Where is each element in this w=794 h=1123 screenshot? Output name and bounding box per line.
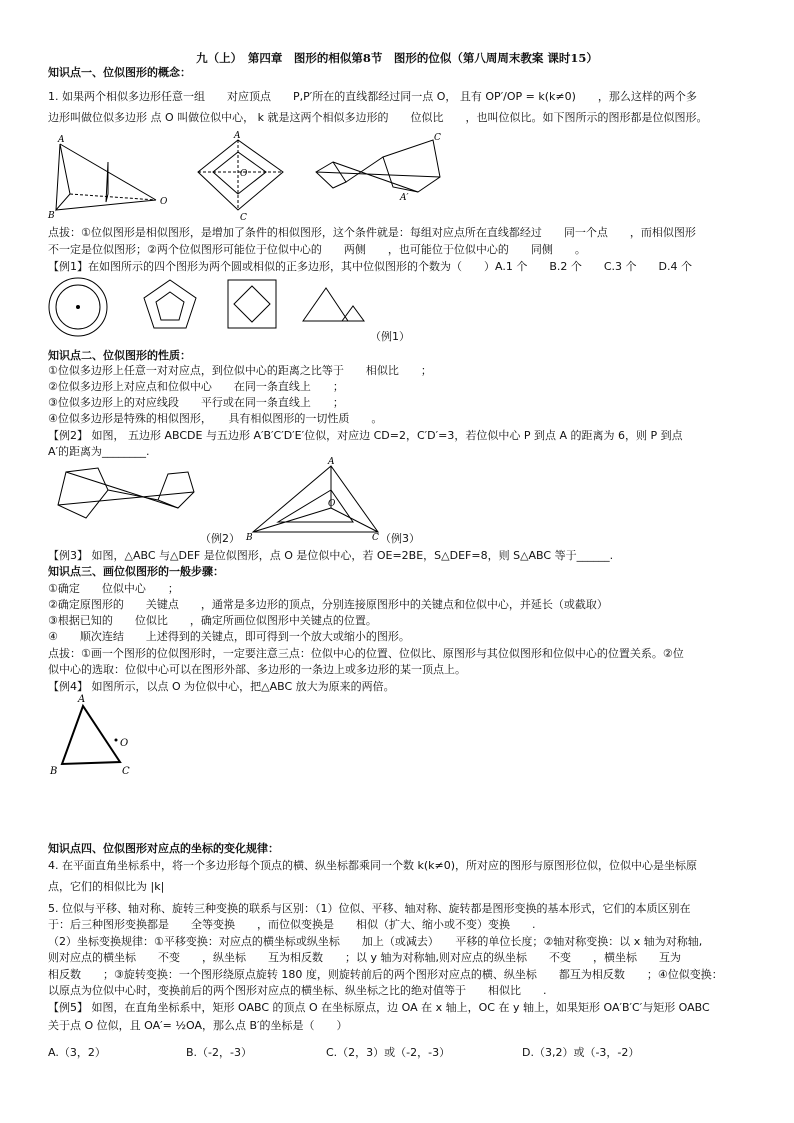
s1-tip-1: 点拔：①位似图形是相似图形，是增加了条件的相似图形，这个条件就是：每组对应点所在直线都经过 同一个点 ，而相似图形 — [48, 226, 696, 239]
section-4-heading: 知识点四、位似图形对应点的坐标的变化规律： — [48, 842, 279, 855]
example-2-line-1: 【例2】 如图， 五边形 ABCDE 与五边形 A′B′C′D′E′位似，对应边 CD=2，C′D′=3，若位似中心 P 到点 A 的距离为 6，则 P 到点 — [48, 429, 683, 442]
svg-text:A: A — [78, 694, 86, 705]
item-4-line-2: 点，它们的相似比为 |k| — [48, 880, 165, 893]
svg-text:O: O — [328, 499, 336, 509]
example-1: 【例1】在如图所示的四个图形为两个圆或相似的正多边形，其中位似图形的个数为（ ）A.1 个 B.2 个 C.3 个 D.4 个 — [48, 260, 692, 273]
example-4-figure — [48, 692, 168, 782]
svg-text:B: B — [50, 766, 58, 777]
section-2-heading: 知识点二、位似图形的性质： — [48, 349, 191, 362]
svg-text:C: C — [122, 766, 130, 777]
svg-text:C: C — [240, 213, 247, 223]
option-a: A.（3，2） — [48, 1046, 106, 1059]
example-2-line-2: A′的距离为________. — [48, 445, 150, 458]
item-4-line-1: 4. 在平面直角坐标系中，将一个多边形每个顶点的横、纵坐标都乘同一个数 k(k≠0)，所对应的图形与原图形位似，位似中心是坐标原 — [48, 859, 698, 872]
s3-tip-1: 点拔：①画一个图形的位似图形时，一定要注意三点：位似中心的位置、位似比、原图形与其位似图形和位似中心的位置关系。②位 — [48, 647, 684, 660]
item-5-line-2: 于：后三种图形变换都是 全等变换 ，而位似变换是 相似（扩大、缩小或不变）变换 . — [48, 918, 536, 931]
s1-line-1: 1. 如果两个相似多边形任意一组 对应顶点 P,P′所在的直线都经过同一点 O， 且有 OP′/OP = k(k≠0) ，那么这样的两个多 — [48, 90, 697, 103]
s1-line-2: 边形叫做位似多边形 点 O 叫做位似中心， k 就是这两个相似多边形的 位似比 ，也叫位似比。如下图所示的图形都是位似图形。 — [48, 111, 708, 124]
example-5-line-1: 【例5】 如图，在直角坐标系中，矩形 OABC 的顶点 O 在坐标原点，边 OA 在 x 轴上，OC 在 y 轴上，如果矩形 OA′B′C′与矩形 OABC — [48, 1001, 710, 1014]
item-5-line-6: 以原点为位似中心时，变换前后的两个图形对应点的横坐标、纵坐标之比的绝对值等于 相似比 . — [48, 984, 547, 997]
svg-text:A: A — [58, 135, 65, 145]
step-1: ①确定 位似中心 ； — [48, 582, 179, 595]
option-b: B.（-2，-3） — [186, 1046, 252, 1059]
property-3: ③位似多边形上的对应线段 平行或在同一条直线上 ； — [48, 396, 344, 409]
property-2: ②位似多边形上对应点和位似中心 在同一条直线上 ； — [48, 380, 344, 393]
svg-text:O: O — [120, 738, 129, 749]
example-2-3-figures — [48, 457, 379, 543]
svg-text:O: O — [160, 197, 168, 207]
svg-text:A: A — [234, 131, 241, 141]
svg-text:B: B — [48, 211, 55, 221]
example-4: 【例4】 如图所示，以点 O 为位似中心，把△ABC 放大为原来的两倍。 — [48, 680, 395, 693]
svg-text:O: O — [240, 169, 248, 179]
svg-text:B: B — [246, 533, 253, 543]
step-4: ④ 顺次连结 上述得到的关键点，即可得到一个放大或缩小的图形。 — [48, 630, 410, 643]
example-2-caption: （例2） — [200, 532, 240, 545]
example-1-caption: （例1） — [370, 330, 410, 343]
page-title: 九（上） 第四章 图形的相似第8节 图形的位似（第八周周末教案 课时15） — [196, 51, 598, 65]
homothety-figures-1 — [48, 132, 748, 222]
item-5-line-3: （2）坐标变换规律：①平移变换：对应点的横坐标或纵坐标 加上（或减去） 平移的单位长度；②轴对称变换：以 x 轴为对称轴, — [48, 935, 703, 948]
svg-text:C: C — [372, 533, 379, 543]
step-3: ③根据已知的 位似比 ，确定所画位似图形中关键点的位置。 — [48, 614, 377, 627]
s1-tip-2: 不一定是位似图形；②两个位似图形可能位于位似中心的 两侧 ，也可能位于位似中心的 同侧 。 — [48, 243, 586, 256]
item-5-line-5: 相反数 ；③旋转变换：一个图形绕原点旋转 180 度，则旋转前后的两个图形对应点的横、纵坐标 都互为相反数 ；④位似变换： — [48, 968, 723, 981]
step-2: ②确定原图形的 关键点 ，通常是多边形的顶点，分别连接原图形中的关键点和位似中心，并延长（或截取） — [48, 598, 608, 611]
example-3-caption: （例3） — [380, 532, 420, 545]
svg-text:A′: A′ — [400, 193, 409, 203]
property-1: ①位似多边形上任意一对对应点，到位似中心的距离之比等于 相似比 ； — [48, 364, 432, 377]
option-d: D.（3,2）或（-3，-2） — [522, 1046, 640, 1059]
example-5-line-2: 关于点 O 位似，且 OA′= ½OA，那么点 B′的坐标是（ ） — [48, 1019, 348, 1032]
svg-text:A: A — [328, 457, 335, 467]
item-5-line-4: 则对应点的横坐标 不变 ，纵坐标 互为相反数 ；以 y 轴为对称轴,则对应点的纵坐标 不变 ，横坐标 互为 — [48, 951, 681, 964]
item-5-line-1: 5. 位似与平移、轴对称、旋转三种变换的联系与区别：（1）位似、平移、轴对称、旋转都是图形变换的基本形式，它们的本质区别在 — [48, 902, 691, 915]
svg-text:C: C — [434, 133, 441, 143]
property-4: ④位似多边形是特殊的相似图形， 具有相似图形的一切性质 。 — [48, 412, 383, 425]
example-1-figures — [48, 276, 368, 338]
option-c: C.（2，3）或（-2，-3） — [326, 1046, 451, 1059]
example-3: 【例3】 如图，△ABC 与△DEF 是位似图形，点 O 是位似中心，若 OE=2BE，S△DEF=8，则 S△ABC 等于______. — [48, 549, 614, 562]
s3-tip-2: 似中心的选取：位似中心可以在图形外部、多边形的一条边上或多边形的某一顶点上。 — [48, 663, 466, 676]
section-1-heading: 知识点一、位似图形的概念： — [48, 66, 191, 79]
section-3-heading: 知识点三、画位似图形的一般步骤： — [48, 565, 224, 578]
